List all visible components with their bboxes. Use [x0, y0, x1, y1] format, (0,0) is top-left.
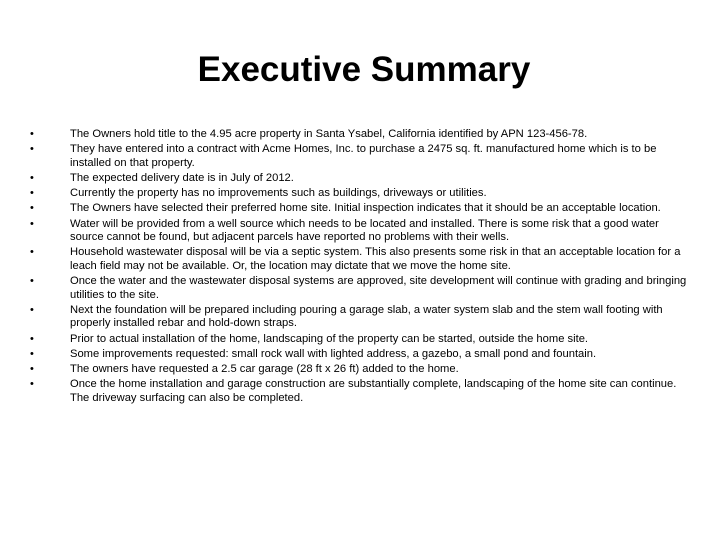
bullet-item [30, 275, 688, 302]
bullet-text: The owners have requested a 2.5 car garage (28 ft x 26 ft) added to the home. [70, 363, 459, 376]
bullet-text: Water will be provided from a well source which needs to be located and installed. There is some risk that a good water source cannot be found, but adjacent parcels have reported no problems with their wells. [70, 217, 659, 244]
bullet-marker: • [30, 143, 34, 156]
bullet-list [30, 128, 688, 407]
bullet-item [30, 378, 688, 405]
bullet-item [30, 217, 688, 245]
bullet-item [30, 143, 688, 170]
bullet-item [30, 187, 688, 201]
bullet-marker: • [30, 128, 34, 140]
bullet-text: The Owners hold title to the 4.95 acre property in Santa Ysabel, California identified by APN 123-456-78. [70, 128, 588, 140]
bullet-item [30, 171, 688, 186]
bullet-text: They have entered into a contract with Acme Homes, Inc. to purchase a 2475 sq. ft. manufactured home which is to be installed on that property. [70, 143, 657, 169]
bullet-text: Some improvements requested: small rock wall with lighted address, a gazebo, a small pond and fountain. [70, 347, 597, 360]
bullet-text: Household wastewater disposal will be via a septic system. This also presents some risk in that an acceptable location for a leach field may not be available. Or, the location may dictate that we move the home site. [70, 246, 681, 272]
bullet-marker: • [30, 332, 34, 345]
bullet-text: The expected delivery date is in July of 2012. [70, 171, 294, 184]
bullet-item [30, 303, 688, 331]
bullet-text: Currently the property has no improvements such as buildings, driveways or utilities. [70, 187, 487, 200]
bullet-marker: • [30, 303, 34, 316]
bullet-marker: • [30, 378, 34, 391]
bullet-marker: • [30, 171, 34, 184]
bullet-marker: • [30, 202, 34, 215]
bullet-marker: • [30, 246, 34, 259]
bullet-item [30, 363, 688, 377]
bullet-marker: • [30, 275, 34, 288]
bullet-marker: • [30, 347, 34, 360]
bullet-item [30, 347, 688, 362]
bullet-text: Once the home installation and garage construction are substantially complete, landscaping of the home site can continue. The driveway surfacing can also be completed. [70, 378, 677, 404]
bullet-text: Prior to actual installation of the home, landscaping of the property can be started, outside the home site. [70, 332, 589, 345]
bullet-marker: • [30, 363, 34, 376]
bullet-text: Once the water and the wastewater disposal systems are approved, site development will continue with grading and bringing utilities to the site. [70, 275, 687, 301]
bullet-item [30, 202, 688, 216]
slide-title: Executive Summary [197, 50, 531, 89]
bullet-item [30, 128, 688, 142]
bullet-marker: • [30, 217, 34, 230]
bullet-text: Next the foundation will be prepared including pouring a garage slab, a water system slab and the stem wall footing with properly installed rebar and hold-down straps. [70, 303, 663, 330]
bullet-marker: • [30, 187, 34, 200]
bullet-item [30, 332, 688, 347]
bullet-text: The Owners have selected their preferred home site. Initial inspection indicates that it should be an acceptable location. [70, 202, 661, 215]
bullet-item [30, 246, 688, 273]
